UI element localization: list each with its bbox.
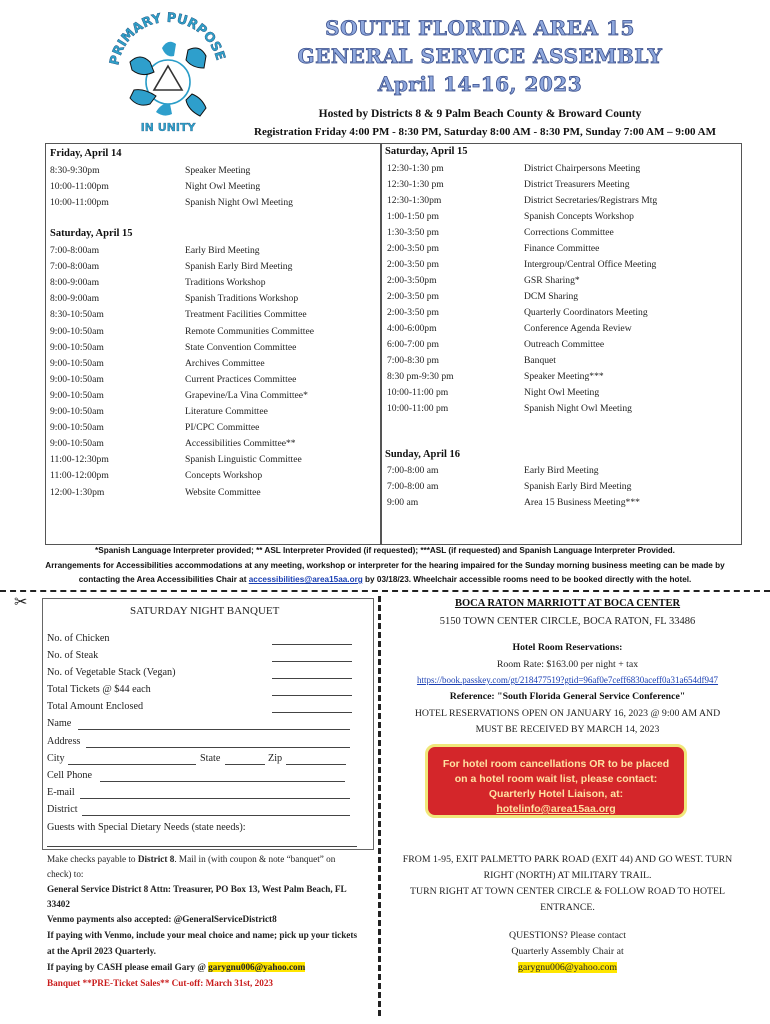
state-field[interactable] [225, 764, 265, 765]
cancel-line-2: on a hotel room wait list, please contact: [454, 773, 658, 785]
schedule-time: 9:00-10:50am [50, 373, 104, 385]
registration-hours: Registration Friday 4:00 PM - 8:30 PM, Saturday 8:00 AM - 8:30 PM, Sunday 7:00 AM – 9:00 AM [254, 126, 716, 138]
city-label: City [47, 753, 65, 764]
schedule-time: 2:00-3:50 pm [387, 259, 439, 270]
schedule-time: 7:00-8:00 am [387, 465, 439, 476]
schedule-event: Spanish Linguistic Committee [185, 454, 302, 466]
accessibility-contact-note: contacting the Area Accessibilities Chair at accessibilities@area15aa.org by 03/18/23. Wheelchair accessible rooms need to be booked directly with the hotel. [78, 575, 692, 584]
reservation-reference: Reference: "South Florida General Service Conference" [449, 691, 686, 702]
email-label: E-mail [47, 787, 75, 798]
schedule-time: 9:00-10:50am [50, 438, 104, 450]
schedule-event: District Secretaries/Registrars Mtg [524, 195, 658, 206]
booking-link[interactable]: https://book.passkey.com/gt/218477519?gtid=96af0e7ceff6830aceff0a31a654df947 [416, 675, 719, 685]
schedule-event: Early Bird Meeting [185, 245, 260, 256]
banquet-field-label: No. of Chicken [47, 633, 110, 644]
banquet-field-input[interactable] [272, 712, 352, 713]
scissors-icon: ✂ [14, 594, 28, 611]
schedule-time: 10:00-11:00pm [50, 181, 109, 192]
venmo-instructions: If paying with Venmo, include your meal choice and name; pick up your tickets [47, 930, 358, 940]
mailing-address-2: 33402 [47, 899, 70, 909]
directions-4: ENTRANCE. [540, 902, 595, 913]
schedule-event: Speaker Meeting [185, 165, 251, 176]
logo [100, 10, 235, 135]
schedule-event: Spanish Concepts Workshop [524, 211, 634, 222]
schedule-event: Grapevine/La Vina Committee* [185, 389, 308, 401]
schedule-time: 2:00-3:50 pm [387, 243, 439, 254]
cell-phone-label: Cell Phone [47, 770, 92, 781]
directions-3: TURN RIGHT AT TOWN CENTER CIRCLE & FOLLOW ROAD TO HOTEL [410, 886, 725, 897]
schedule-event: PI/CPC Committee [185, 422, 260, 434]
banquet-field-input[interactable] [272, 661, 352, 662]
schedule-event: Intergroup/Central Office Meeting [524, 259, 657, 270]
banquet-field-label: No. of Steak [47, 650, 99, 661]
hosted-by: Hosted by Districts 8 & 9 Palm Beach County & Broward County [318, 108, 642, 120]
schedule-time: 12:00-1:30pm [50, 486, 105, 498]
sunday-heading: Sunday, April 16 [385, 449, 460, 460]
schedule-event: State Convention Committee [185, 341, 297, 353]
city-field[interactable] [68, 764, 196, 765]
schedule-event: Quarterly Coordinators Meeting [524, 307, 648, 318]
schedule-time: 12:30-1:30 pm [387, 179, 444, 190]
questions-1: QUESTIONS? Please contact [509, 930, 626, 941]
title-line-2: GENERAL SERVICE ASSEMBLY [297, 44, 663, 68]
cut-line-horizontal [0, 590, 770, 592]
schedule-event: Outreach Committee [524, 339, 605, 350]
interpreter-note: *Spanish Language Interpreter provided; ** ASL Interpreter Provided (if requested); ***ASL (if requested) and Spanish Language Interpreter Provided. [95, 546, 675, 555]
schedule-time: 4:00-6:00pm [387, 323, 437, 334]
banquet-heading: SATURDAY NIGHT BANQUET [130, 605, 280, 617]
banquet-field-label: No. of Vegetable Stack (Vegan) [47, 667, 176, 678]
hotel-liaison-email-link[interactable]: hotelinfo@area15aa.org [496, 803, 616, 815]
schedule-time: 9:00-10:50am [50, 357, 104, 369]
schedule-time: 2:00-3:50 pm [387, 307, 439, 318]
schedule-event: GSR Sharing* [524, 275, 580, 286]
questions-2: Quarterly Assembly Chair at [511, 946, 624, 957]
schedule-event: Conference Agenda Review [524, 323, 632, 334]
schedule-time: 7:00-8:00 am [387, 481, 439, 492]
schedule-event: Remote Communities Committee [185, 325, 314, 337]
schedule-time: 1:30-3:50 pm [387, 227, 439, 238]
schedule-event: Area 15 Business Meeting*** [524, 497, 640, 508]
dietary-needs-label: Guests with Special Dietary Needs (state needs): [47, 822, 246, 833]
schedule-time: 12:30-1:30pm [387, 195, 442, 206]
schedule-time: 9:00-10:50am [50, 406, 104, 417]
schedule-event: Spanish Night Owl Meeting [185, 197, 293, 208]
schedule-event: Night Owl Meeting [524, 387, 600, 398]
schedule-time: 8:00-9:00am [50, 277, 100, 289]
schedule-time: 2:00-3:50 pm [387, 291, 439, 302]
mailing-address-1: General Service District 8 Attn: Treasurer, PO Box 13, West Palm Beach, FL [47, 884, 347, 894]
schedule-event: Spanish Night Owl Meeting [524, 403, 632, 414]
cell-phone-field[interactable] [100, 781, 345, 782]
schedule-event: Literature Committee [185, 406, 268, 417]
reservations-heading: Hotel Room Reservations: [512, 642, 623, 653]
email-field[interactable] [80, 798, 350, 799]
schedule-time: 7:00-8:00am [50, 261, 100, 273]
schedule-time: 8:00-9:00am [50, 293, 100, 305]
schedule-event: Treatment Facilities Committee [185, 309, 307, 321]
banquet-field-input[interactable] [272, 644, 352, 645]
schedule-time: 9:00 am [387, 497, 419, 508]
cash-email-link[interactable]: garygnu006@yahoo.com [208, 962, 306, 972]
checks-payable-2: check) to: [47, 869, 84, 879]
schedule-event: Early Bird Meeting [524, 465, 599, 476]
schedule-event: Banquet [524, 355, 556, 366]
svg-text:PRIMARY PURPOSE [107, 11, 227, 67]
cancel-line-1: For hotel room cancellations OR to be placed [442, 758, 670, 770]
room-rate: Room Rate: $163.00 per night + tax [496, 659, 639, 670]
schedule-event: Spanish Early Bird Meeting [185, 261, 293, 273]
directions-1: FROM 1-95, EXIT PALMETTO PARK ROAD (EXIT 44) AND GO WEST. TURN [402, 854, 733, 865]
cash-line: If paying by CASH please email Gary @ garygnu006@yahoo.com [47, 962, 306, 972]
schedule-event: District Chairpersons Meeting [524, 163, 641, 174]
cancel-line-3: Quarterly Hotel Liaison, at: [488, 788, 624, 800]
schedule-time: 2:00-3:50pm [387, 275, 437, 286]
schedule-event: DCM Sharing [524, 291, 579, 302]
title-line-3: April 14-16, 2023 [377, 72, 583, 96]
district-field[interactable] [82, 815, 350, 816]
schedule-event: Finance Committee [524, 243, 600, 254]
schedule-time: 9:00-10:50am [50, 422, 104, 434]
schedule-time: 8:30-9:30pm [50, 165, 100, 176]
schedule-event: Website Committee [185, 486, 261, 498]
schedule-time: 11:00-12:30pm [50, 454, 109, 466]
schedule-event: Spanish Traditions Workshop [185, 293, 299, 305]
checks-payable: Make checks payable to District 8. Mail in (with coupon & note “banquet” on [47, 854, 336, 864]
schedule-event: Traditions Workshop [185, 277, 266, 289]
schedule-time: 11:00-12:00pm [50, 470, 109, 482]
schedule-time: 7:00-8:00am [50, 245, 100, 256]
venmo-line: Venmo payments also accepted: @GeneralServiceDistrict8 [47, 914, 277, 924]
assembly-chair-email-link[interactable]: garygnu006@yahoo.com [517, 962, 618, 973]
friday-heading: Friday, April 14 [50, 148, 122, 159]
title-line-1: SOUTH FLORIDA AREA 15 [325, 16, 635, 40]
reservations-open-2: MUST BE RECEIVED BY MARCH 14, 2023 [475, 724, 660, 735]
state-label: State [200, 753, 221, 764]
schedule-time: 12:30-1:30 pm [387, 163, 444, 174]
schedule-time: 8:30 pm-9:30 pm [387, 371, 454, 382]
schedule-time: 8:30-10:50am [50, 309, 104, 321]
banquet-field-input[interactable] [272, 695, 352, 696]
address-label: Address [47, 736, 81, 747]
schedule-event: Accessibilities Committee** [185, 438, 296, 450]
schedule-time: 10:00-11:00 pm [387, 403, 449, 414]
banquet-field-label: Total Tickets @ $44 each [47, 684, 151, 695]
schedule-time: 9:00-10:50am [50, 325, 104, 337]
directions-2: RIGHT (NORTH) AT MILITARY TRAIL. [483, 870, 652, 881]
schedule-time: 9:00-10:50am [50, 389, 104, 401]
right-saturday-heading: Saturday, April 15 [385, 146, 468, 157]
banquet-field-input[interactable] [272, 678, 352, 679]
zip-label: Zip [268, 753, 283, 764]
district-label: District [47, 804, 78, 815]
schedule-event: Spanish Early Bird Meeting [524, 481, 632, 492]
schedule-event: Corrections Committee [524, 227, 614, 238]
schedule-time: 10:00-11:00 pm [387, 387, 449, 398]
name-field[interactable] [78, 729, 350, 730]
hotel-name: BOCA RATON MARRIOTT AT BOCA CENTER [454, 598, 681, 609]
venmo-instructions-2: at the April 2023 Quarterly. [47, 946, 156, 956]
schedule-event: Concepts Workshop [185, 470, 263, 482]
schedule-time: 10:00-11:00pm [50, 197, 109, 208]
cut-line-vertical [378, 596, 381, 1016]
questions-email [395, 962, 740, 973]
accommodation-note: Arrangements for Accessibilities accommodations at any meeting, workshop or interpreter for the hearing impaired for the Sunday morning business meeting can be made by [45, 561, 725, 570]
schedule-event: Night Owl Meeting [185, 181, 261, 192]
schedule-time: 6:00-7:00 pm [387, 339, 439, 350]
dietary-needs-field[interactable] [47, 846, 357, 847]
cancellation-box [425, 744, 687, 818]
schedule-time: 1:00-1:50 pm [387, 211, 439, 222]
name-label: Name [47, 718, 72, 729]
schedule-event: Archives Committee [185, 357, 265, 369]
logo-bottom-text: IN UNITY [140, 121, 196, 134]
schedule-event: District Treasurers Meeting [524, 179, 630, 190]
schedule-time: 9:00-10:50am [50, 341, 104, 353]
banquet-field-label: Total Amount Enclosed [47, 701, 144, 712]
reservations-open-1: HOTEL RESERVATIONS OPEN ON JANUARY 16, 2023 @ 9:00 AM AND [414, 708, 721, 719]
schedule-time: 7:00-8:30 pm [387, 355, 439, 366]
cutoff-line: Banquet **PRE-Ticket Sales** Cut-off: March 31st, 2023 [47, 978, 274, 988]
accessibilities-email-link[interactable]: accessibilities@area15aa.org [248, 575, 363, 584]
left-saturday-heading: Saturday, April 15 [50, 228, 133, 239]
hands-circle-logo-icon [100, 10, 235, 135]
schedule-event: Speaker Meeting*** [524, 371, 604, 382]
address-field[interactable] [86, 747, 350, 748]
schedule-event: Current Practices Committee [185, 373, 297, 385]
logo-top-text: PRIMARY PURPOSE [107, 10, 228, 67]
hotel-address: 5150 TOWN CENTER CIRCLE, BOCA RATON, FL 33486 [439, 616, 696, 627]
zip-field[interactable] [286, 764, 346, 765]
